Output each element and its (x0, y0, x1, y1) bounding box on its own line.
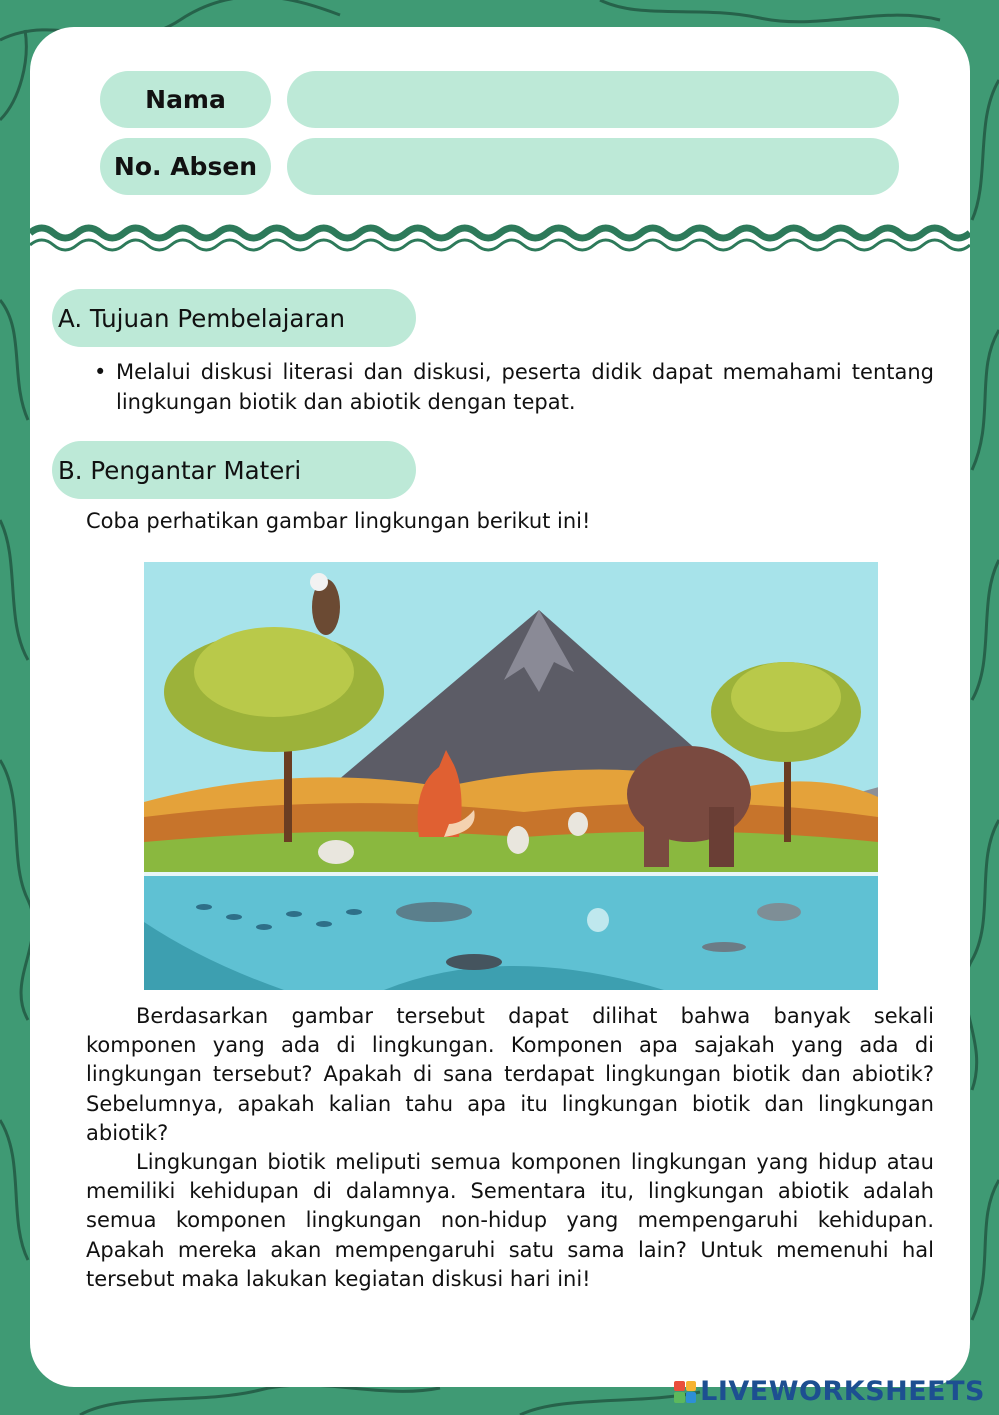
environment-illustration (144, 562, 878, 990)
watermark-text: LIVEWORKSHEETS (700, 1376, 985, 1407)
absen-label: No. Absen (100, 138, 271, 195)
paragraph-2: Lingkungan biotik meliputi semua komponen lingkungan yang hidup atau memiliki kehidupan di dalamnya. Sementara itu, lingkungan abiotik adalah semua komponen lingkungan non-hidup yang mempengaruhi kehidupan. Apakah mereka akan mempengaruhi satu sama lain? Untuk memenuhi hal tersebut maka lakukan kegiatan diskusi hari ini! (86, 1150, 934, 1291)
liveworksheets-logo-icon (674, 1381, 696, 1403)
absen-input[interactable] (287, 138, 899, 195)
liveworksheets-watermark (674, 1376, 985, 1407)
section-b-title: B. Pengantar Materi (52, 441, 416, 499)
worksheet-card (30, 27, 970, 1387)
name-input[interactable] (287, 71, 899, 128)
intro-text: Coba perhatikan gambar lingkungan berikut ini! (86, 509, 591, 533)
paragraph-1: Berdasarkan gambar tersebut dapat dilihat bahwa banyak sekali komponen yang ada di lingkungan. Komponen apa sajakah yang ada di lingkungan tersebut? Apakah di sana terdapat lingkungan biotik dan abiotik? Sebelumnya, apakah kalian tahu apa itu lingkungan biotik dan lingkungan abiotik? (86, 1004, 934, 1145)
section-a-title: A. Tujuan Pembelajaran (52, 289, 416, 347)
name-label: Nama (100, 71, 271, 128)
wavy-divider (30, 223, 970, 255)
learning-objective-bullet: • Melalui diskusi literasi dan diskusi, peserta didik dapat memahami tentang lingkungan biotik dan abiotik dengan tepat. (94, 357, 934, 417)
